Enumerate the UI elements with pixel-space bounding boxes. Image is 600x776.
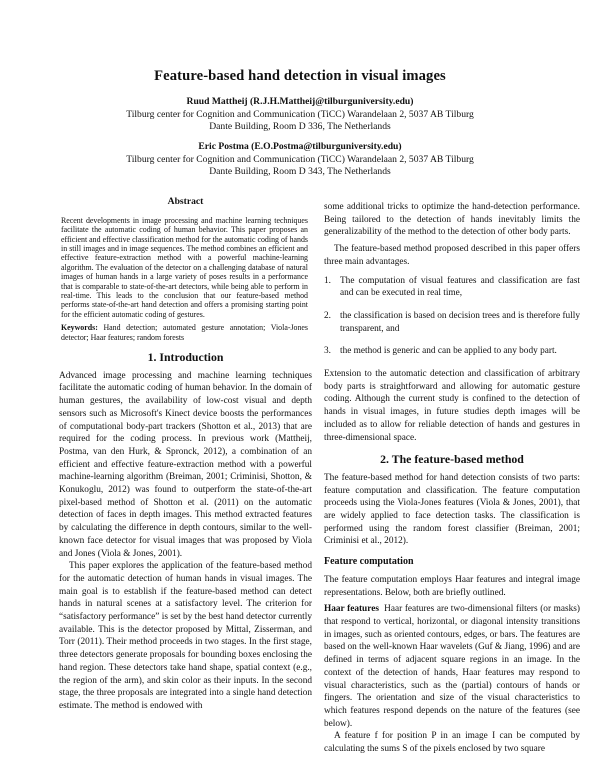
list-item <box>324 275 580 300</box>
list-item-text: The computation of visual features and classification are fast and can be executed in real time, <box>340 275 580 299</box>
author-affiliation: Dante Building, Room D 336, The Netherlands <box>209 121 391 133</box>
list-item-text: the classification is based on decision trees and is therefore fully transparent, and <box>340 310 580 334</box>
list-item-text: the method is generic and can be applied to any body part. <box>340 346 557 357</box>
haar-features-text: Haar features are two-dimensional filters (or masks) that respond to vertical, horizontal, or diagonal intensity transitions in images, such as oriented contours, edges, or bars. The features are based on the well-known Haar wavelets (Guf & Jiang, 1996) and are defined in terms of adjacent square regions in an image. In the context of the detection of hands, Haar features may respond to visual characteristics, such as the (partial) contours of hands or fingers. The orientation and size of the visual characteristics to which features respond depends on the nature of the features (see below). <box>324 604 580 729</box>
author-name: Ruud Mattheij (R.J.H.Mattheij@tilburguniversity.edu) <box>186 96 414 107</box>
intro-paragraph-1: Advanced image processing and machine learning techniques facilitate the automatic coding of human behavior. In the domain of human gestures, the availability of low-cost visual and depth sensors such as Microsoft's Kinect device boosts the performances of computational body-part trackers (Shotton et al., 2013) that are required for the coding process. In previous work (Mattheij, Postma, van den Hurk, & Spronck, 2012), a combination of an efficient and effective feature-extraction method with a powerful machine-learning algorithm (Breiman, 2001; Criminisi, Shotton, & Konukoglu, 2012) was found to outperform the state-of-the-art pixel-based method of Shotton et al. (2011) on the automatic detection of faces in depth images. This method extracted features by calculating the difference in depth contours, similar to the well-known face detector for visual images that was proposed by Viola and Jones (Viola & Jones, 2001). <box>59 370 312 559</box>
keywords-label: Keywords: <box>61 323 98 333</box>
author-name: Eric Postma (E.O.Postma@tilburguniversity.edu) <box>198 141 402 152</box>
paragraph-feature-computation: The feature computation employs Haar features and integral image representations. Below, both are briefly outlined. <box>324 574 580 598</box>
paper-title: Feature-based hand detection in visual images <box>154 68 446 84</box>
list-number: 1. <box>324 275 331 286</box>
paragraph-feature-formula: A feature f for position P in an image I can be computed by calculating the sums S of the pixels enclosed by two square <box>324 731 580 755</box>
paragraph-haar-features <box>324 603 580 730</box>
section-heading-feature-based-method: 2. The feature-based method <box>380 452 524 467</box>
list-number: 3. <box>324 346 331 357</box>
author-affiliation: Dante Building, Room D 343, The Netherlands <box>209 166 391 178</box>
advantages-list <box>324 275 580 359</box>
abstract-text: Recent developments in image processing and machine learning techniques facilitate the automatic coding of human behavior. This paper proposes an efficient and effective classification method for the automatic coding of hands in still images and in image sequences. The method combines an efficient and effective feature-extraction method with a powerful machine-learning algorithm. The evaluation of the detector on a challenging database of natural images of human hands in a large variety of poses results in a performance that is comparable to state-of-the-art detectors, while being able to perform in real-time. This leads to the conclusion that our feature-based method performs state-of-the-art hand detection and offers a promising starting point for the efficient automatic coding of gestures. <box>61 215 308 319</box>
author-affiliation: Tilburg center for Cognition and Communication (TiCC) Warandelaan 2, 5037 AB Tilburg <box>126 108 474 120</box>
left-column <box>59 196 312 713</box>
intro-paragraph-2: This paper explores the application of the feature-based method for the automatic detection of human hands in visual images. The main goal is to establish if the feature-based method can detect hands in natural scenes at a satisfactory level. The criterion for “satisfactory performance” is set by the best hand detector currently available. This is the detector proposed by Mittal, Zisserman, and Torr (2011). Their method proceeds in two stages. In the first stage, three detectors generate proposals for bounding boxes enclosing the hand region. These detectors take hand shape, spatial context (e.g., the region of the arm), and skin color as their inputs. In the second stage, the three proposals are integrated into a single hand detection estimate. The method is endowed with <box>59 561 312 711</box>
paragraph-advantages: The feature-based method proposed described in this paper offers three main advantages. <box>324 244 580 267</box>
author-affiliation: Tilburg center for Cognition and Communication (TiCC) Warandelaan 2, 5037 AB Tilburg <box>126 153 474 165</box>
subsection-heading-feature-computation: Feature computation <box>324 556 414 568</box>
author-block-1 <box>0 96 600 134</box>
author-block-2 <box>0 141 600 179</box>
list-item <box>324 345 580 358</box>
list-item <box>324 310 580 335</box>
haar-features-label: Haar features <box>324 604 379 615</box>
abstract-heading: Abstract <box>167 196 204 207</box>
paragraph-continued: some additional tricks to optimize the hand-detection performance. Being tailored to the detection of hands inevitably limits the generalizability of the method to the detection of other body parts. <box>324 202 580 238</box>
paragraph-extension: Extension to the automatic detection and classification of arbitrary body parts is straightforward and allowing for automatic gesture coding. Although the current study is confined to the detection of hands in visual images, in future studies depth images will be included as to allow for reliable detection of hands and gestures in three-dimensional space. <box>324 369 580 443</box>
keywords-text: Hand detection; automated gesture annotation; Viola-Jones detector; Haar features; random forests <box>61 323 308 342</box>
list-number: 2. <box>324 310 331 321</box>
section-heading-introduction: 1. Introduction <box>147 349 224 364</box>
keywords <box>61 323 308 342</box>
paragraph-section2: The feature-based method for hand detection consists of two parts: feature computation and classification. The feature computation proceeds using the Viola-Jones features (Viola & Jones, 2001), that are widely applied to face detection tasks. The classification is performed using the random forest classifier (Breiman, 2001; Criminisi et al., 2012). <box>324 472 580 547</box>
right-column <box>324 201 580 756</box>
